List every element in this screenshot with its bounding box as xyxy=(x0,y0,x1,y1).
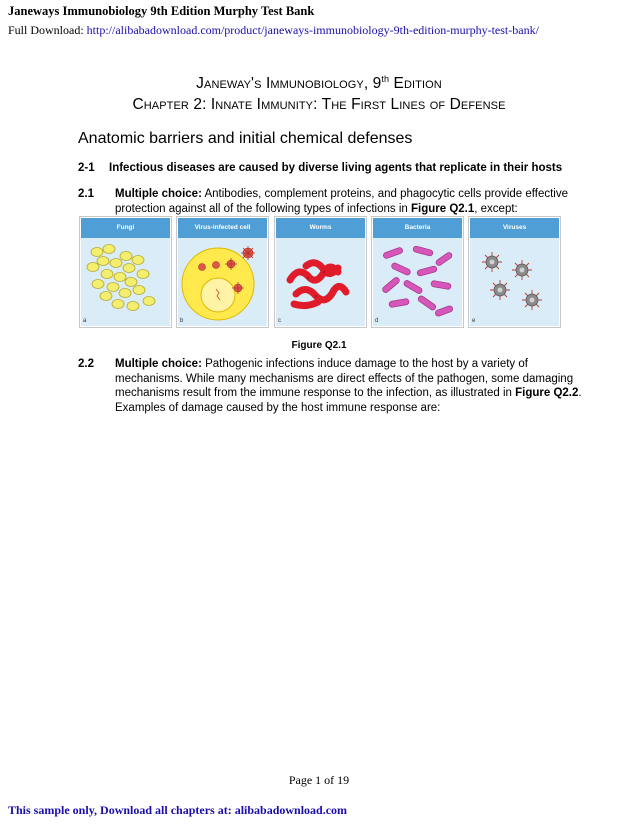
panel-letter: c xyxy=(278,318,281,324)
panel-letter: d xyxy=(375,318,379,324)
footer-download-note[interactable]: This sample only, Download all chapters at: alibabadownload.com xyxy=(8,803,348,817)
bacteria-illustration xyxy=(373,238,462,326)
question-body: Antibodies, complement proteins, and phagocytic cells provide effective protection against all of the following types of infections in xyxy=(115,188,568,215)
figure-q2-1 xyxy=(79,216,560,330)
figure-caption: Figure Q2.1 xyxy=(291,340,347,351)
download-line xyxy=(8,23,539,38)
header-title: Janeways Immunobiology 9th Edition Murphy Test Bank xyxy=(8,4,315,18)
download-label: Full Download: xyxy=(8,23,84,37)
question-text xyxy=(115,357,593,415)
question-number: 2.2 xyxy=(78,358,94,370)
question-tail: . Examples of damage caused by the host immune response are: xyxy=(115,387,582,414)
figure-reference: Figure Q2.2 xyxy=(515,387,579,399)
panel-title: Bacteria xyxy=(373,218,462,238)
figure-reference: Figure Q2.1 xyxy=(410,202,475,215)
section-heading: Anatomic barriers and initial chemical defenses xyxy=(78,130,413,147)
title-edition: Edition xyxy=(389,75,442,92)
question-type: Multiple choice: xyxy=(115,188,202,200)
question-number: 2.1 xyxy=(78,188,94,200)
question-2-1 xyxy=(78,187,598,217)
panel-fungi xyxy=(79,216,172,328)
question-2-2 xyxy=(78,357,598,417)
title-superscript: th xyxy=(381,74,390,84)
question-text xyxy=(115,187,593,216)
question-tail: , except: xyxy=(474,202,518,215)
worms-illustration xyxy=(276,238,365,326)
subsection-heading xyxy=(78,162,562,174)
subsection-number: 2-1 xyxy=(78,162,95,174)
panel-worms xyxy=(274,216,367,328)
panel-letter: a xyxy=(83,318,87,324)
subsection-title: Infectious diseases are caused by diverse living agents that replicate in their hosts xyxy=(109,162,563,174)
question-type: Multiple choice: xyxy=(115,358,202,370)
panel-title: Viruses xyxy=(470,218,559,238)
panel-title: Fungi xyxy=(81,218,170,238)
page-number: Page 1 of 19 xyxy=(288,773,350,787)
download-link[interactable]: http://alibabadownload.com/product/janeways-immunobiology-9th-edition-murphy-test-bank/ xyxy=(86,23,539,37)
panel-viruses xyxy=(468,216,561,328)
panel-letter: b xyxy=(180,318,184,324)
title-main: Janeway's Immunobiology, 9 xyxy=(196,75,382,92)
viruses-illustration xyxy=(470,238,559,326)
panel-bacteria xyxy=(371,216,464,328)
panel-title: Virus-infected cell xyxy=(178,218,267,238)
chapter-title: Chapter 2: Innate Immunity: The First Lines of Defense xyxy=(132,96,506,113)
document-title-line1 xyxy=(0,74,638,93)
question-body: Pathogenic infections induce damage to the host by a variety of mechanisms. While many mechanisms are direct effects of the pathogen, some damaging mechanisms result from the immune response to the infection, as illustrated in xyxy=(115,358,574,399)
panel-letter: e xyxy=(472,318,476,324)
virus-infected-cell-illustration xyxy=(178,238,267,326)
fungi-illustration xyxy=(81,238,170,326)
panel-virus-infected-cell xyxy=(176,216,269,328)
panel-title: Worms xyxy=(276,218,365,238)
